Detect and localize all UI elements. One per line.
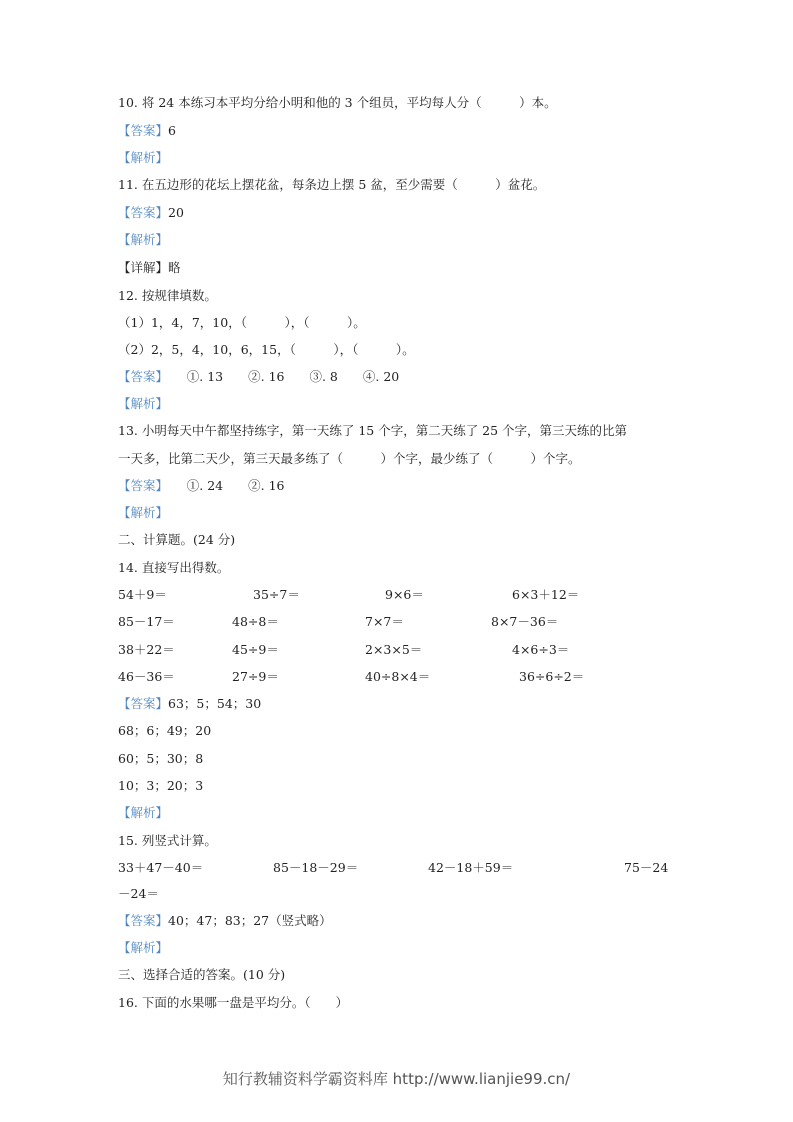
answer-label: 【答案】 [118,696,169,711]
q11-detail [118,259,181,277]
answer-label: 【答案】 [118,913,169,928]
q12-answer [118,368,399,386]
answer-value: ①. 13 ②. 16 ③. 8 ④. 20 [161,369,400,384]
calc-item: 9×6＝ [385,587,424,602]
calc-item-wrap: －24＝ [118,886,159,901]
answer-value: ①. 24 ②. 16 [161,478,285,493]
q15-analysis-label: 【解析】 [118,940,169,955]
calc-item: 54＋9＝ [118,587,167,602]
question-12: 12. 按规律填数。 [118,288,217,303]
q10-analysis-label: 【解析】 [118,150,169,165]
q12-sub1: （1）1，4，7，10，（ ），（ ）。 [118,315,366,330]
q12-analysis-label: 【解析】 [118,396,169,411]
question-13-line1: 13. 小明每天中午都坚持练字，第一天练了 15 个字，第二天练了 25 个字，第三天练的比第 [118,423,628,438]
answer-value: 63；5；54；30 [168,696,262,711]
q11-answer [118,204,184,222]
q13-answer [118,477,284,495]
question-16: 16. 下面的水果哪一盘是平均分。（ ） [118,995,349,1010]
detail-label: 【详解】 [118,260,169,275]
answer-value: 40；47；83；27（竖式略） [168,913,332,928]
q13-analysis-label: 【解析】 [118,505,169,520]
calc-item: 42－18＋59＝ [428,860,514,875]
calc-item: 85－18－29＝ [273,860,359,875]
answer-value: 6 [168,123,176,138]
answer-value: 20 [168,205,184,220]
calc-item: 8×7－36＝ [491,614,559,629]
calc-item: 38＋22＝ [118,642,175,657]
question-15: 15. 列竖式计算。 [118,833,217,848]
question-14: 14. 直接写出得数。 [118,560,230,575]
calc-item: 27÷9＝ [232,669,279,684]
q14-answer-line: 68；6；49；20 [118,723,212,738]
calc-item: 40÷8×4＝ [365,669,431,684]
calc-item: 85－17＝ [118,614,175,629]
q14-answer [118,695,261,713]
question-11: 11. 在五边形的花坛上摆花盆，每条边上摆 5 盆，至少需要（ ）盆花。 [118,177,546,192]
q11-analysis-label: 【解析】 [118,232,169,247]
footer-watermark: 知行教辅资料学霸资料库 http://www.lianjie99.cn/ [222,1070,571,1088]
q14-analysis-label: 【解析】 [118,805,169,820]
q15-answer [118,912,332,930]
answer-label: 【答案】 [118,369,162,384]
calc-item: 46－36＝ [118,669,175,684]
q10-answer [118,122,176,140]
calc-item: 48÷8＝ [232,614,279,629]
calc-item: 4×6÷3＝ [512,642,570,657]
calc-item: 35÷7＝ [253,587,300,602]
calc-item: 75－24 [624,860,669,875]
calc-item: 6×3＋12＝ [512,587,580,602]
section-3-heading: 三、选择合适的答案。(10 分) [118,967,286,982]
answer-label: 【答案】 [118,123,169,138]
q14-answer-line: 10；3；20；3 [118,778,204,793]
calc-item: 33＋47－40＝ [118,860,204,875]
detail-value: 略 [168,260,181,275]
question-13-line2: 一天多，比第二天少，第三天最多练了（ ）个字，最少练了（ ）个字。 [118,451,581,466]
answer-label: 【答案】 [118,205,169,220]
q12-sub2: （2）2，5，4，10，6，15，（ ），（ ）。 [118,342,415,357]
calc-item: 36÷6÷2＝ [519,669,585,684]
q14-answer-line: 60；5；30；8 [118,751,204,766]
calc-item: 7×7＝ [365,614,404,629]
calc-item: 2×3×5＝ [365,642,423,657]
question-10: 10. 将 24 本练习本平均分给小明和他的 3 个组员，平均每人分（ ）本。 [118,95,557,110]
answer-label: 【答案】 [118,478,162,493]
calc-item: 45÷9＝ [232,642,279,657]
section-2-heading: 二、计算题。(24 分) [118,532,236,547]
